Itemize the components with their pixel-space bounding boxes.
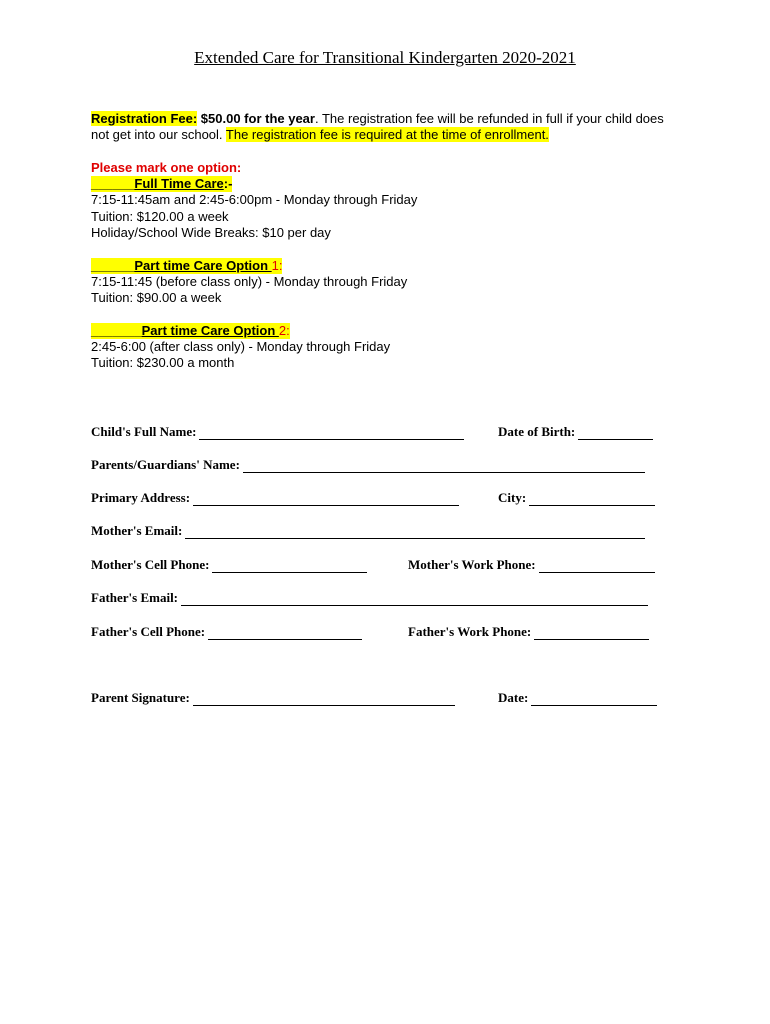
address-input[interactable] <box>193 493 459 506</box>
dob-label: Date of Birth: <box>498 424 576 439</box>
part-time-1-hours: 7:15-11:45 (before class only) - Monday through Friday <box>91 274 408 290</box>
part-time-2-section <box>91 323 390 372</box>
registration-refund-text-2: not get into our school. <box>91 127 226 143</box>
signature-label: Parent Signature: <box>91 690 190 705</box>
part-time-1-section <box>91 258 407 307</box>
address-label: Primary Address: <box>91 490 191 505</box>
registration-fee-amount: $50.00 for the year <box>197 111 315 126</box>
father-email-input[interactable] <box>181 593 648 606</box>
mother-work-label: Mother's Work Phone: <box>408 557 536 572</box>
city-label: City: <box>498 490 527 505</box>
father-cell-field <box>91 624 362 640</box>
mother-cell-label: Mother's Cell Phone: <box>91 557 210 572</box>
full-time-label: Full Time Care <box>134 176 224 192</box>
part-time-1-checkbox-blank[interactable]: ______ <box>91 258 135 273</box>
registration-required-note: The registration fee is required at the time of enrollment. <box>225 127 549 143</box>
part-time-2-checkbox-blank[interactable]: _______ <box>91 323 142 338</box>
father-work-input[interactable] <box>534 627 649 640</box>
child-name-label: Child's Full Name: <box>91 424 197 439</box>
date-field <box>498 690 657 706</box>
registration-section <box>91 111 664 143</box>
part-time-2-label: Part time Care Option <box>141 323 279 338</box>
date-input[interactable] <box>531 693 657 706</box>
father-work-field <box>408 624 649 640</box>
full-time-suffix: :- <box>223 176 233 192</box>
part-time-1-label: Part time Care Option <box>134 258 272 273</box>
full-time-checkbox-blank[interactable]: ______ <box>91 176 135 192</box>
registration-refund-text: . The registration fee will be refunded in full if your child does <box>314 111 664 126</box>
part-time-2-hours: 2:45-6:00 (after class only) - Monday through Friday <box>91 339 391 355</box>
father-cell-input[interactable] <box>208 627 362 640</box>
guardians-field <box>91 457 645 473</box>
dob-input[interactable] <box>578 427 653 440</box>
mother-email-label: Mother's Email: <box>91 523 183 538</box>
registration-fee-label: Registration Fee: <box>91 111 198 126</box>
mother-email-input[interactable] <box>185 526 645 539</box>
city-input[interactable] <box>529 493 655 506</box>
mother-work-input[interactable] <box>539 560 655 573</box>
mother-email-field <box>91 523 645 539</box>
date-label: Date: <box>498 690 529 705</box>
options-heading: Please mark one option: <box>91 160 242 175</box>
child-name-field <box>91 424 464 440</box>
part-time-1-number: 1: <box>271 258 283 273</box>
full-time-hours: 7:15-11:45am and 2:45-6:00pm - Monday through Friday <box>91 192 418 208</box>
father-work-label: Father's Work Phone: <box>408 624 532 639</box>
child-name-input[interactable] <box>199 427 464 440</box>
page-title: Extended Care for Transitional Kindergarten 2020-2021 <box>194 48 576 67</box>
father-email-label: Father's Email: <box>91 590 179 605</box>
part-time-2-number: 2: <box>278 323 290 338</box>
part-time-2-tuition: Tuition: $230.00 a month <box>91 355 235 371</box>
full-time-section <box>91 160 417 241</box>
father-cell-label: Father's Cell Phone: <box>91 624 206 639</box>
guardians-input[interactable] <box>243 460 645 473</box>
signature-input[interactable] <box>193 693 455 706</box>
address-field <box>91 490 459 506</box>
signature-field <box>91 690 455 706</box>
city-field <box>498 490 655 506</box>
part-time-1-tuition: Tuition: $90.00 a week <box>91 290 222 306</box>
dob-field <box>498 424 653 440</box>
mother-cell-input[interactable] <box>212 560 367 573</box>
full-time-holiday: Holiday/School Wide Breaks: $10 per day <box>91 224 331 240</box>
guardians-label: Parents/Guardians' Name: <box>91 457 240 472</box>
mother-work-field <box>408 557 655 573</box>
father-email-field <box>91 590 648 606</box>
mother-cell-field <box>91 557 367 573</box>
full-time-tuition: Tuition: $120.00 a week <box>91 208 229 224</box>
